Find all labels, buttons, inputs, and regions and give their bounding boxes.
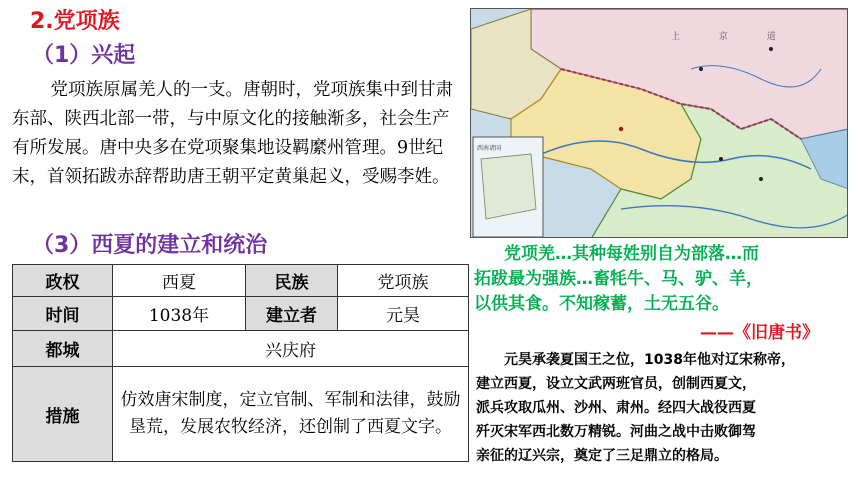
capital-header: 都城 <box>13 331 113 367</box>
measures-value: 仿效唐宋制度，定立官制、军制和法律，鼓励垦荒，发展农牧经济，还创制了西夏文字。 <box>113 367 469 462</box>
paragraph-line: 元昊承袭夏国王之位，1038年他对辽宋称帝， <box>504 352 795 368</box>
quote-line: 拓跋最为强族…畜牦牛、马、驴、羊， <box>474 269 763 289</box>
founder-header: 建立者 <box>246 297 338 331</box>
historical-map <box>470 8 848 238</box>
measures-header: 措施 <box>13 367 113 462</box>
map-label-liao: 上 京 道 <box>671 32 794 42</box>
regime-value: 西夏 <box>113 265 246 297</box>
time-value: 1038年 <box>113 297 246 331</box>
ethnic-header: 民族 <box>246 265 338 297</box>
paragraph-line: 歼灭宋军西北数万精锐。河曲之战中击败御驾 <box>476 424 756 440</box>
map-image <box>471 9 848 238</box>
paragraph-line: 建立西夏，设立文武两班官员，创制西夏文， <box>476 376 756 392</box>
info-table <box>12 264 469 462</box>
map-inset-label: 西南诸国 <box>477 145 502 152</box>
quote-block <box>474 242 856 317</box>
section-heading: 2.党项族 <box>30 9 120 34</box>
ethnic-value: 党项族 <box>338 265 469 297</box>
paragraph-line: 派兵攻取瓜州、沙州、肃州。经四大战役西夏 <box>476 400 756 416</box>
subheading-founding: （3）西夏的建立和统治 <box>32 233 268 258</box>
intro-paragraph: 党项族原属羌人的一支。唐朝时，党项族集中到甘肃东部、陕西北部一带，与中原文化的接触渐多，社会生产有所发展。唐中央多在党项聚集地设羁縻州管理。9世纪末，首领拓跋赤辞帮助唐王朝平定黄巢起义，受赐李姓。 <box>12 80 453 187</box>
time-header: 时间 <box>13 297 113 331</box>
founder-value: 元昊 <box>338 297 469 331</box>
paragraph-line: 亲征的辽兴宗，奠定了三足鼎立的格局。 <box>476 448 728 464</box>
quote-line: 党项羌…其种每姓别自为部落…而 <box>504 244 759 264</box>
quote-source: ——《旧唐书》 <box>700 323 819 343</box>
quote-line: 以供其食。不知稼蓄，土无五谷。 <box>474 294 729 314</box>
subheading-rise: （1）兴起 <box>32 43 136 68</box>
capital-value: 兴庆府 <box>113 331 469 367</box>
regime-header: 政权 <box>13 265 113 297</box>
yuanhao-paragraph <box>476 348 856 468</box>
